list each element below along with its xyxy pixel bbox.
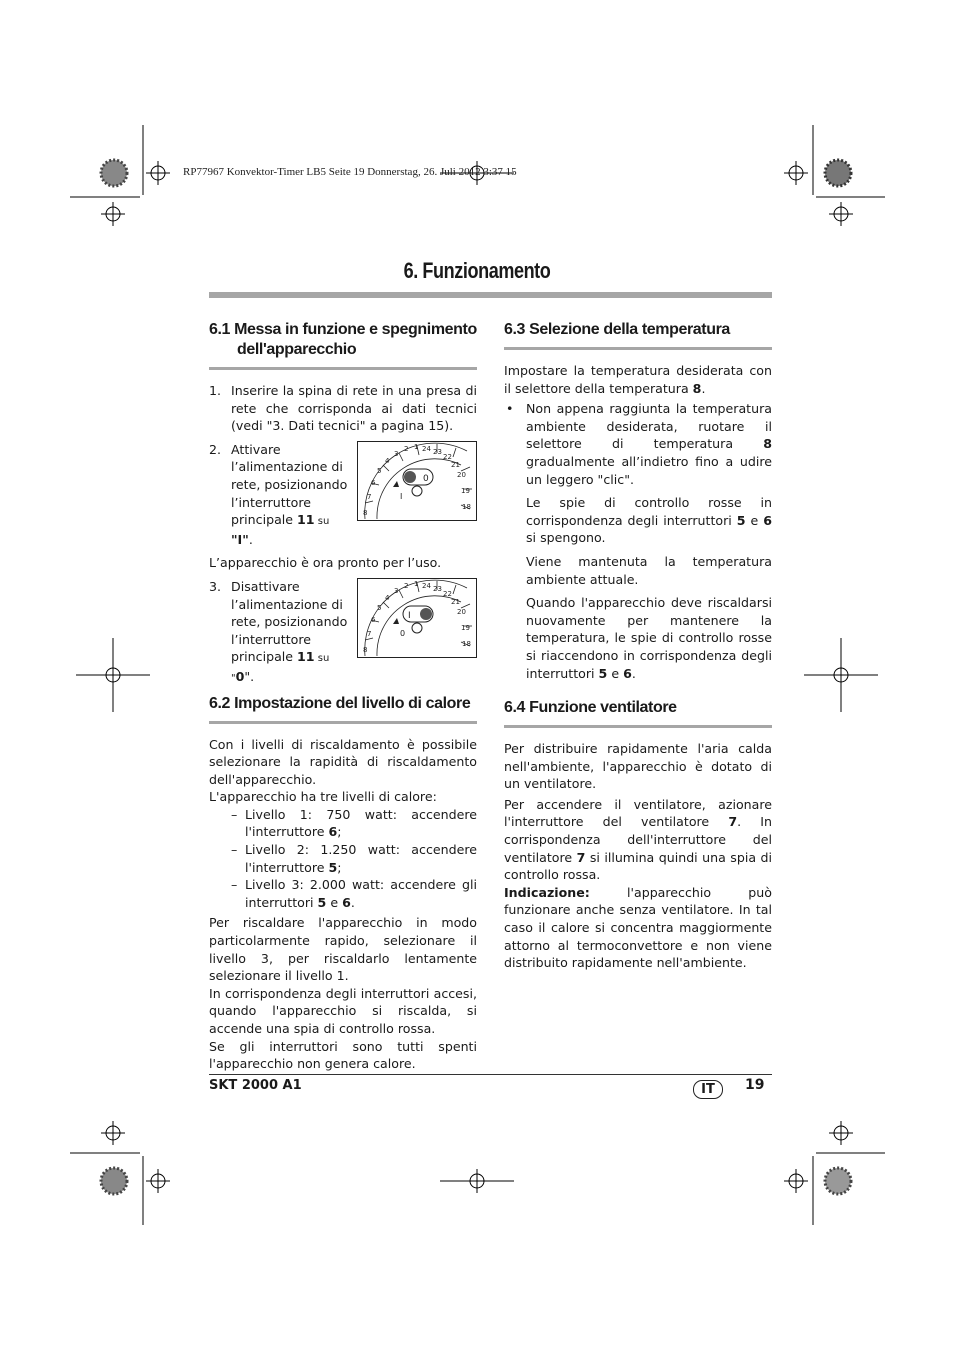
dial-label: 8 [363,508,368,517]
item-text: Non appena raggiunta la temperatura ambiente desiderata, ruotare il selettore di temperatura 8 gradualmente all’indietro fino a udire un leggero "clic". [526,401,772,487]
switch-label-on: I [408,610,411,621]
paragraph: Per accendere il ventilatore, azionare l'interruttore del ventilatore 7. In corrispondenza dell'interruttore del ventilatore 7 si illumina quindi una spia di controllo rossa. [504,796,772,883]
paragraph: L’apparecchio è ora pronto per l’uso. [209,555,442,571]
print-header: RP77967 Konvektor-Timer LB5 Seite 19 Donnerstag, 26. Juli 2012 3:37 15 [183,166,517,178]
note-paragraph: Indicazione: l'apparecchio può funzionare anche senza ventilatore. In tal caso il calore si concentra maggiormente attorno al termoconvettore e non viene distribuito rapidamente nell'ambiente. [504,884,772,971]
paragraph: Con i livelli di riscaldamento è possibile selezionare la rapidità di riscaldamento dell'apparecchio. [209,736,477,787]
dial-label: 2 [404,581,409,590]
item-text: Attivare l’alimentazione di rete, posizionando l’interruttore principale 11 su "I". [231,441,348,547]
section-6-2-heading: 6.2 Impostazione del livello di calore [209,694,471,712]
paragraph: Viene mantenuta la temperatura ambiente attuale. [526,553,772,587]
dial-label: 1 [414,442,419,451]
paragraph: In corrispondenza degli interruttori accesi, quando l'apparecchio si riscalda, si accende una spia di controllo rossa. [209,985,477,1036]
dial-label: 1 [414,579,419,588]
switch-label-off: 0 [400,628,406,638]
dial-label: 18 [462,502,471,511]
dial-label: 4 [385,456,390,465]
dial-label: 8 [363,645,368,654]
section-6-4-heading: 6.4 Funzione ventilatore [504,699,677,717]
section-rule [504,725,772,728]
list-item [231,841,477,876]
control-panel-illustration-on [357,441,477,521]
dial-label: 19 [461,486,470,495]
dash: – [231,842,238,858]
switch-label-on: I [400,491,403,501]
dial-label: 5 [377,603,382,612]
dial-label: 20 [457,470,466,479]
paragraph: Impostare la temperatura desiderata con il selettore della temperatura 8. [504,363,772,396]
list-item [231,876,477,911]
section-rule [504,347,772,350]
list-item [231,806,477,841]
dial-label: 2 [404,444,409,453]
item-text: Inserire la spina di rete in una presa di rete che corrisponda ai dati tecnici (vedi "3. Dati tecnici" a pagina 15). [231,383,477,434]
dial-label: 7 [367,492,372,501]
title-rule [209,292,772,298]
control-panel-illustration-off [357,578,477,658]
paragraph: Se gli interruttori sono tutti spenti l'apparecchio non genera calore. [209,1038,477,1072]
dial-label: 6 [371,478,376,487]
list-item [209,382,477,435]
dial-label: 22 [443,452,452,461]
item-text: Disattivare l’alimentazione di rete, posizionando l’interruttore principale 11 su "0". [231,578,348,684]
item-number: 1. [209,383,222,398]
paragraph: Quando l'apparecchio deve riscaldarsi nuovamente per mantenere la temperatura, le spie di controllo rosse si riaccendono in corrispondenza degli interruttori 5 e 6. [526,595,772,681]
section-rule [209,367,477,370]
switch-label-off: 0 [423,473,429,484]
dial-label: 23 [433,447,442,456]
dash: – [231,806,238,822]
dial-label: 7 [367,629,372,638]
footer-rule [209,1074,772,1075]
bullet-item [504,400,772,488]
dial-label: 18 [462,639,471,648]
dial-label: 19 [461,623,470,632]
page-title: 6. Funzionamento [403,258,551,283]
page-number: 19 [745,1077,765,1093]
paragraph: Per riscaldare l'apparecchio in modo particolarmente rapido, selezionare il livello 3, per riscaldarlo lentamente selezionare il livello 1. [209,915,477,984]
dial-label: 23 [433,584,442,593]
paragraph: L'apparecchio ha tre livelli di calore: [209,789,437,805]
language-badge: IT [693,1080,723,1099]
paragraph: Le spie di controllo rosse in corrispondenza degli interruttori 5 e 6 si spengono. [526,495,772,546]
list-item [209,578,477,688]
item-text: Livello 1: 750 watt: accendere l'interruttore 6; [245,806,477,840]
footer-model: SKT 2000 A1 [209,1078,302,1093]
dial-label: 4 [385,593,390,602]
dial-label: 24 [422,581,431,590]
dial-label: 5 [377,466,382,475]
section-rule [209,721,477,724]
dial-label: 3 [394,449,399,458]
dial-label: 21 [451,597,460,606]
note-label: Indicazione: [504,884,590,900]
item-number: 2. [209,441,222,457]
dial-label: 3 [394,586,399,595]
section-6-1-heading [209,320,477,360]
section-heading-line: 6.1 Messa in funzione e spegnimento [209,321,477,338]
dash: – [231,877,238,893]
dial-label: 24 [422,444,431,453]
right-column [504,320,772,972]
bullet-glyph: • [506,401,514,417]
paragraph: Per distribuire rapidamente l'aria calda nell'ambiente, l'apparecchio è dotato di un ventilatore. [504,741,772,792]
section-6-3-heading: 6.3 Selezione della temperatura [504,321,730,338]
item-text: Livello 3: 2.000 watt: accendere gli interruttori 5 e 6. [245,877,477,910]
item-text: Livello 2: 1.250 watt: accendere l'interruttore 5; [245,842,477,875]
section-heading-line: dell'apparecchio [237,341,357,358]
dial-label: 21 [451,460,460,469]
item-number: 3. [209,578,222,594]
list-item [209,441,477,549]
dial-label: 6 [371,615,376,624]
left-column [209,320,477,1073]
dial-label: 22 [443,589,452,598]
dial-label: 20 [457,607,466,616]
